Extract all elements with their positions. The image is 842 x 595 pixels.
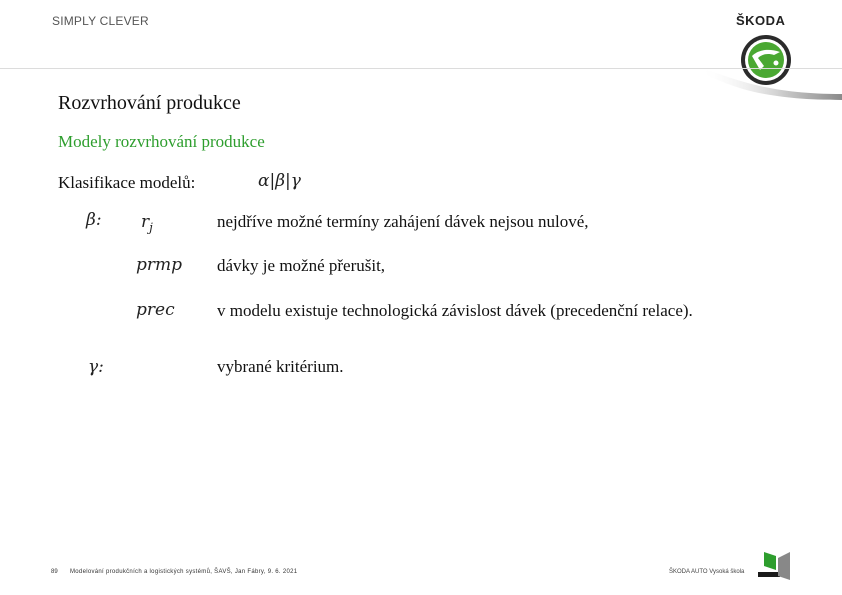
code-prmp: prmp (136, 255, 183, 275)
slide-title: Rozvrhování produkce (58, 92, 241, 114)
item-text-rj: nejdříve možné termíny zahájení dávek nejsou nulové, (217, 212, 589, 231)
code-prec: prec (136, 300, 175, 320)
slide-subtitle: Modely rozvrhování produkce (58, 132, 265, 151)
classification-label: Klasifikace modelů: (58, 173, 196, 192)
footer-institution: ŠKODA AUTO Vysoká škola (669, 569, 745, 575)
gamma-symbol: γ: (88, 357, 104, 377)
code-rj: $r_j$ (141, 212, 153, 235)
tagline: SIMPLY CLEVER (52, 14, 149, 28)
item-text-prmp: dávky je možné přerušit, (217, 256, 386, 275)
page-number: 89 (51, 569, 58, 575)
item-text-prec: v modelu existuje technologická závislost dávek (precedenční relace). (217, 301, 693, 320)
header-divider (0, 68, 842, 69)
institution-logo-icon (758, 550, 794, 584)
footer-text: Modelování produkčních a logistických systémů, ŠAVŠ, Jan Fábry, 9. 6. 2021 (70, 569, 298, 575)
beta-symbol: β: (86, 210, 102, 230)
notation-formula: α|β|γ (258, 171, 301, 191)
brand-wordmark: ŠKODA (736, 13, 786, 28)
skoda-logo-icon (700, 28, 842, 100)
item-text-criterion: vybrané kritérium. (217, 357, 344, 376)
